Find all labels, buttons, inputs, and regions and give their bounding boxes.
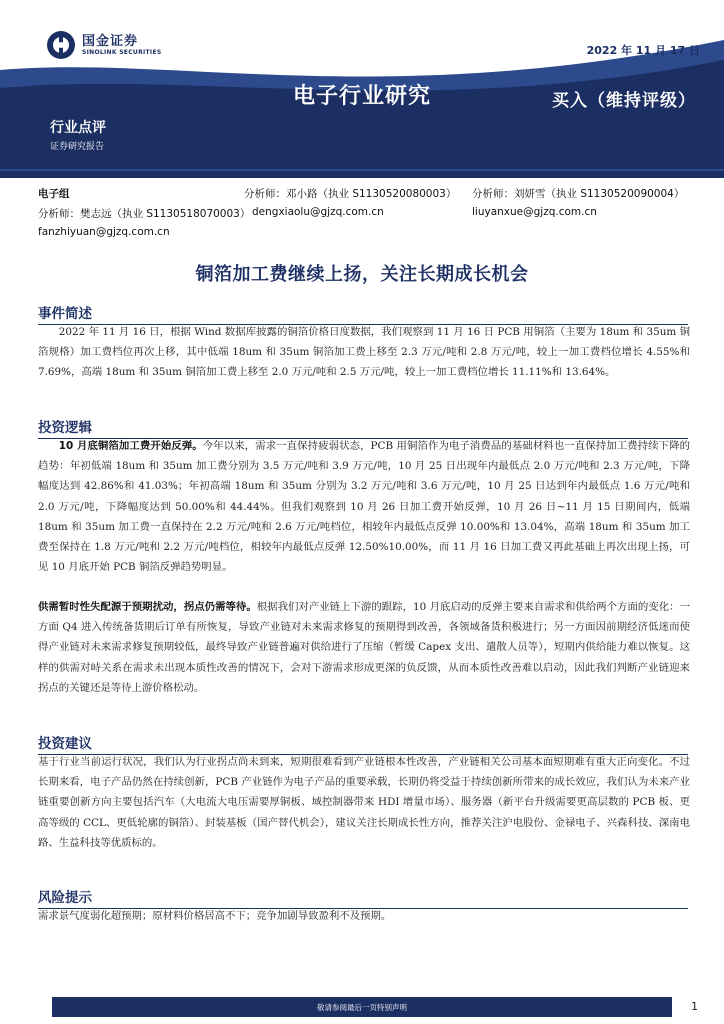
- report-type-title: 电子行业研究: [292, 84, 431, 109]
- risk-paragraph: 需求景气度弱化超预期；原材料价格居高不下；竞争加剧导致盈利不及预期。: [38, 910, 392, 922]
- analyst-3: 分析师：樊志远（执业 S1130518070003）: [38, 208, 251, 220]
- rating-label: 买入（维持评级）: [552, 91, 696, 111]
- report-header: [0, 0, 724, 178]
- page-number: 1: [691, 1000, 698, 1013]
- analyst-1-email[interactable]: dengxiaolu@gjzq.com.cn: [252, 206, 384, 218]
- logic-paragraph-1-body: 今年以来，需求一直保持疲弱状态，PCB 用铜箔作为电子消费品的基础材料也一直保持加工费持续下降的趋势：年初低端 18um 和 35um 加工费分别为 3.5 万元/吨和 3.9 万元/吨，10 月 25 日出现年内最低点 2.0 万元/吨和 2.3 万元/吨，下降幅度达到 42.86%和 41.03%；年初高端 18um 和 35um 分别为 3.2 万元/吨和 3.6 万元/吨，10 月 25 日达到年内最低点 1.6 万元/吨和 2.0 万元/吨，下降幅度达到 50.00%和 44.44%。但我们观察到 10 月 26 日加工费开始反弹，10 月 26 日~11 月 15 日期间内，低端 18um 和 35um 加工费一直保持在 2.2 万元/吨和 2.6 万元/吨档位，相较年内最低点反弹 10.00%和 13.04%，高端 18um 和 35um 加工费至保持在 1.8 万元/吨和 2.2 万元/吨档位，相较年内最低点反弹 12.50%10.00%，而 11 月 16 日加工费又再此基础上再次出现上扬，可见 10 月底开始 PCB 铜箔反弹趋势明显。: [38, 440, 690, 574]
- section-heading-advice: 投资建议: [38, 732, 688, 755]
- page-footer: [0, 997, 724, 1024]
- event-paragraph: 2022 年 11 月 16 日，根据 Wind 数据库披露的铜箔价格日度数据，我们观察到 11 月 16 日 PCB 用铜箔（主要为 18um 和 35um 铜箔规格）加工费档位再次上移，其中低端 18um 和 35um 铜箔加工费上移至 2.3 万元/吨和 2.8 万元/吨，较上一加工费档位增长 4.55%和 7.69%，高端 18um 和 35um 铜箔加工费上移至 2.0 万元/吨和 2.5 万元/吨，较上一加工费档位增长 11.11%和 13.64%。: [38, 326, 690, 379]
- analyst-3-email[interactable]: fanzhiyuan@gjzq.com.cn: [38, 226, 170, 238]
- footer-disclaimer-link[interactable]: 敬请参阅最后一页特别声明: [317, 1002, 407, 1012]
- analyst-2: 分析师：刘妍雪（执业 S1130520090004）: [472, 188, 685, 200]
- logo-english-name: SINOLINK SECURITIES: [82, 48, 162, 56]
- section-heading-risk: 风险提示: [38, 886, 688, 909]
- report-title: 铜箔加工费继续上扬，关注长期成长机会: [195, 264, 529, 285]
- analyst-group: 电子组: [38, 188, 70, 200]
- analyst-2-email[interactable]: liuyanxue@gjzq.com.cn: [472, 206, 597, 218]
- sinolink-logo: [46, 30, 161, 60]
- logic-paragraph-2-lead: 供需暂时性失配源于预期扰动，拐点仍需等待。: [38, 601, 257, 613]
- section-heading-event: 事件简述: [38, 302, 688, 325]
- section-heading-logic: 投资逻辑: [38, 416, 688, 439]
- analyst-block: [38, 186, 698, 246]
- report-date: 2022 年 11 月 17 日: [586, 44, 700, 57]
- report-subtype: 行业点评: [50, 120, 106, 136]
- footer-bar: [52, 997, 672, 1017]
- logic-paragraph-1-lead: 10 月底铜箔加工费开始反弹。: [58, 440, 203, 452]
- analyst-1: 分析师：邓小路（执业 S1130520080003）: [244, 188, 457, 200]
- report-category: 证券研究报告: [50, 142, 105, 152]
- sinolink-logo-icon: [46, 30, 76, 60]
- logic-paragraph-2-body: 根据我们对产业链上下游的跟踪，10 月底启动的反弹主要来自需求和供给两个方面的变化：一方面 Q4 进入传统备货期后订单有所恢复，导致产业链对未来需求修复的预期得到改善，各领域备货积极进行；另一方面因前期经济低迷而使得产业链对未来需求修复预期较低，最终导致产业链普遍对供给进行了压缩（暂缓 Capex 支出、遣散人员等），短期内供给能力难以恢复。这样的供需对峙关系在需求未出现本质性改善的情况下，会对下游需求形成更深的负反馈，从而本质性改善难以启动，因此我们判断产业链迎来拐点的关键还是等待上游价格松动。: [38, 601, 690, 694]
- advice-paragraph: 基于行业当前运行状况，我们认为行业拐点尚未到来，短期很难看到产业链根本性改善，产业链相关公司基本面短期难有重大正向变化。不过长期来看，电子产品仍然在持续创新，PCB 产业链作为电子产品的重要承载，长期仍将受益于持续创新所带来的成长效应，我们认为未来产业链重要创新方向主要包括汽车（大电流大电压需要厚铜板、域控制器带来 HDI 增量市场）、服务器（新平台升级需要更高层数的 PCB 板、更高等级的 CCL、更低轮廓的铜箔）、封装基板（国产替代机会），建议关注长期成长性方向，推荐关注沪电股份、金禄电子、兴森科技、深南电路、生益科技等优质标的。: [38, 756, 690, 849]
- logic-paragraph-1: [38, 436, 690, 577]
- logic-paragraph-2: [38, 597, 690, 698]
- logo-chinese-name: 国金证券: [82, 33, 139, 49]
